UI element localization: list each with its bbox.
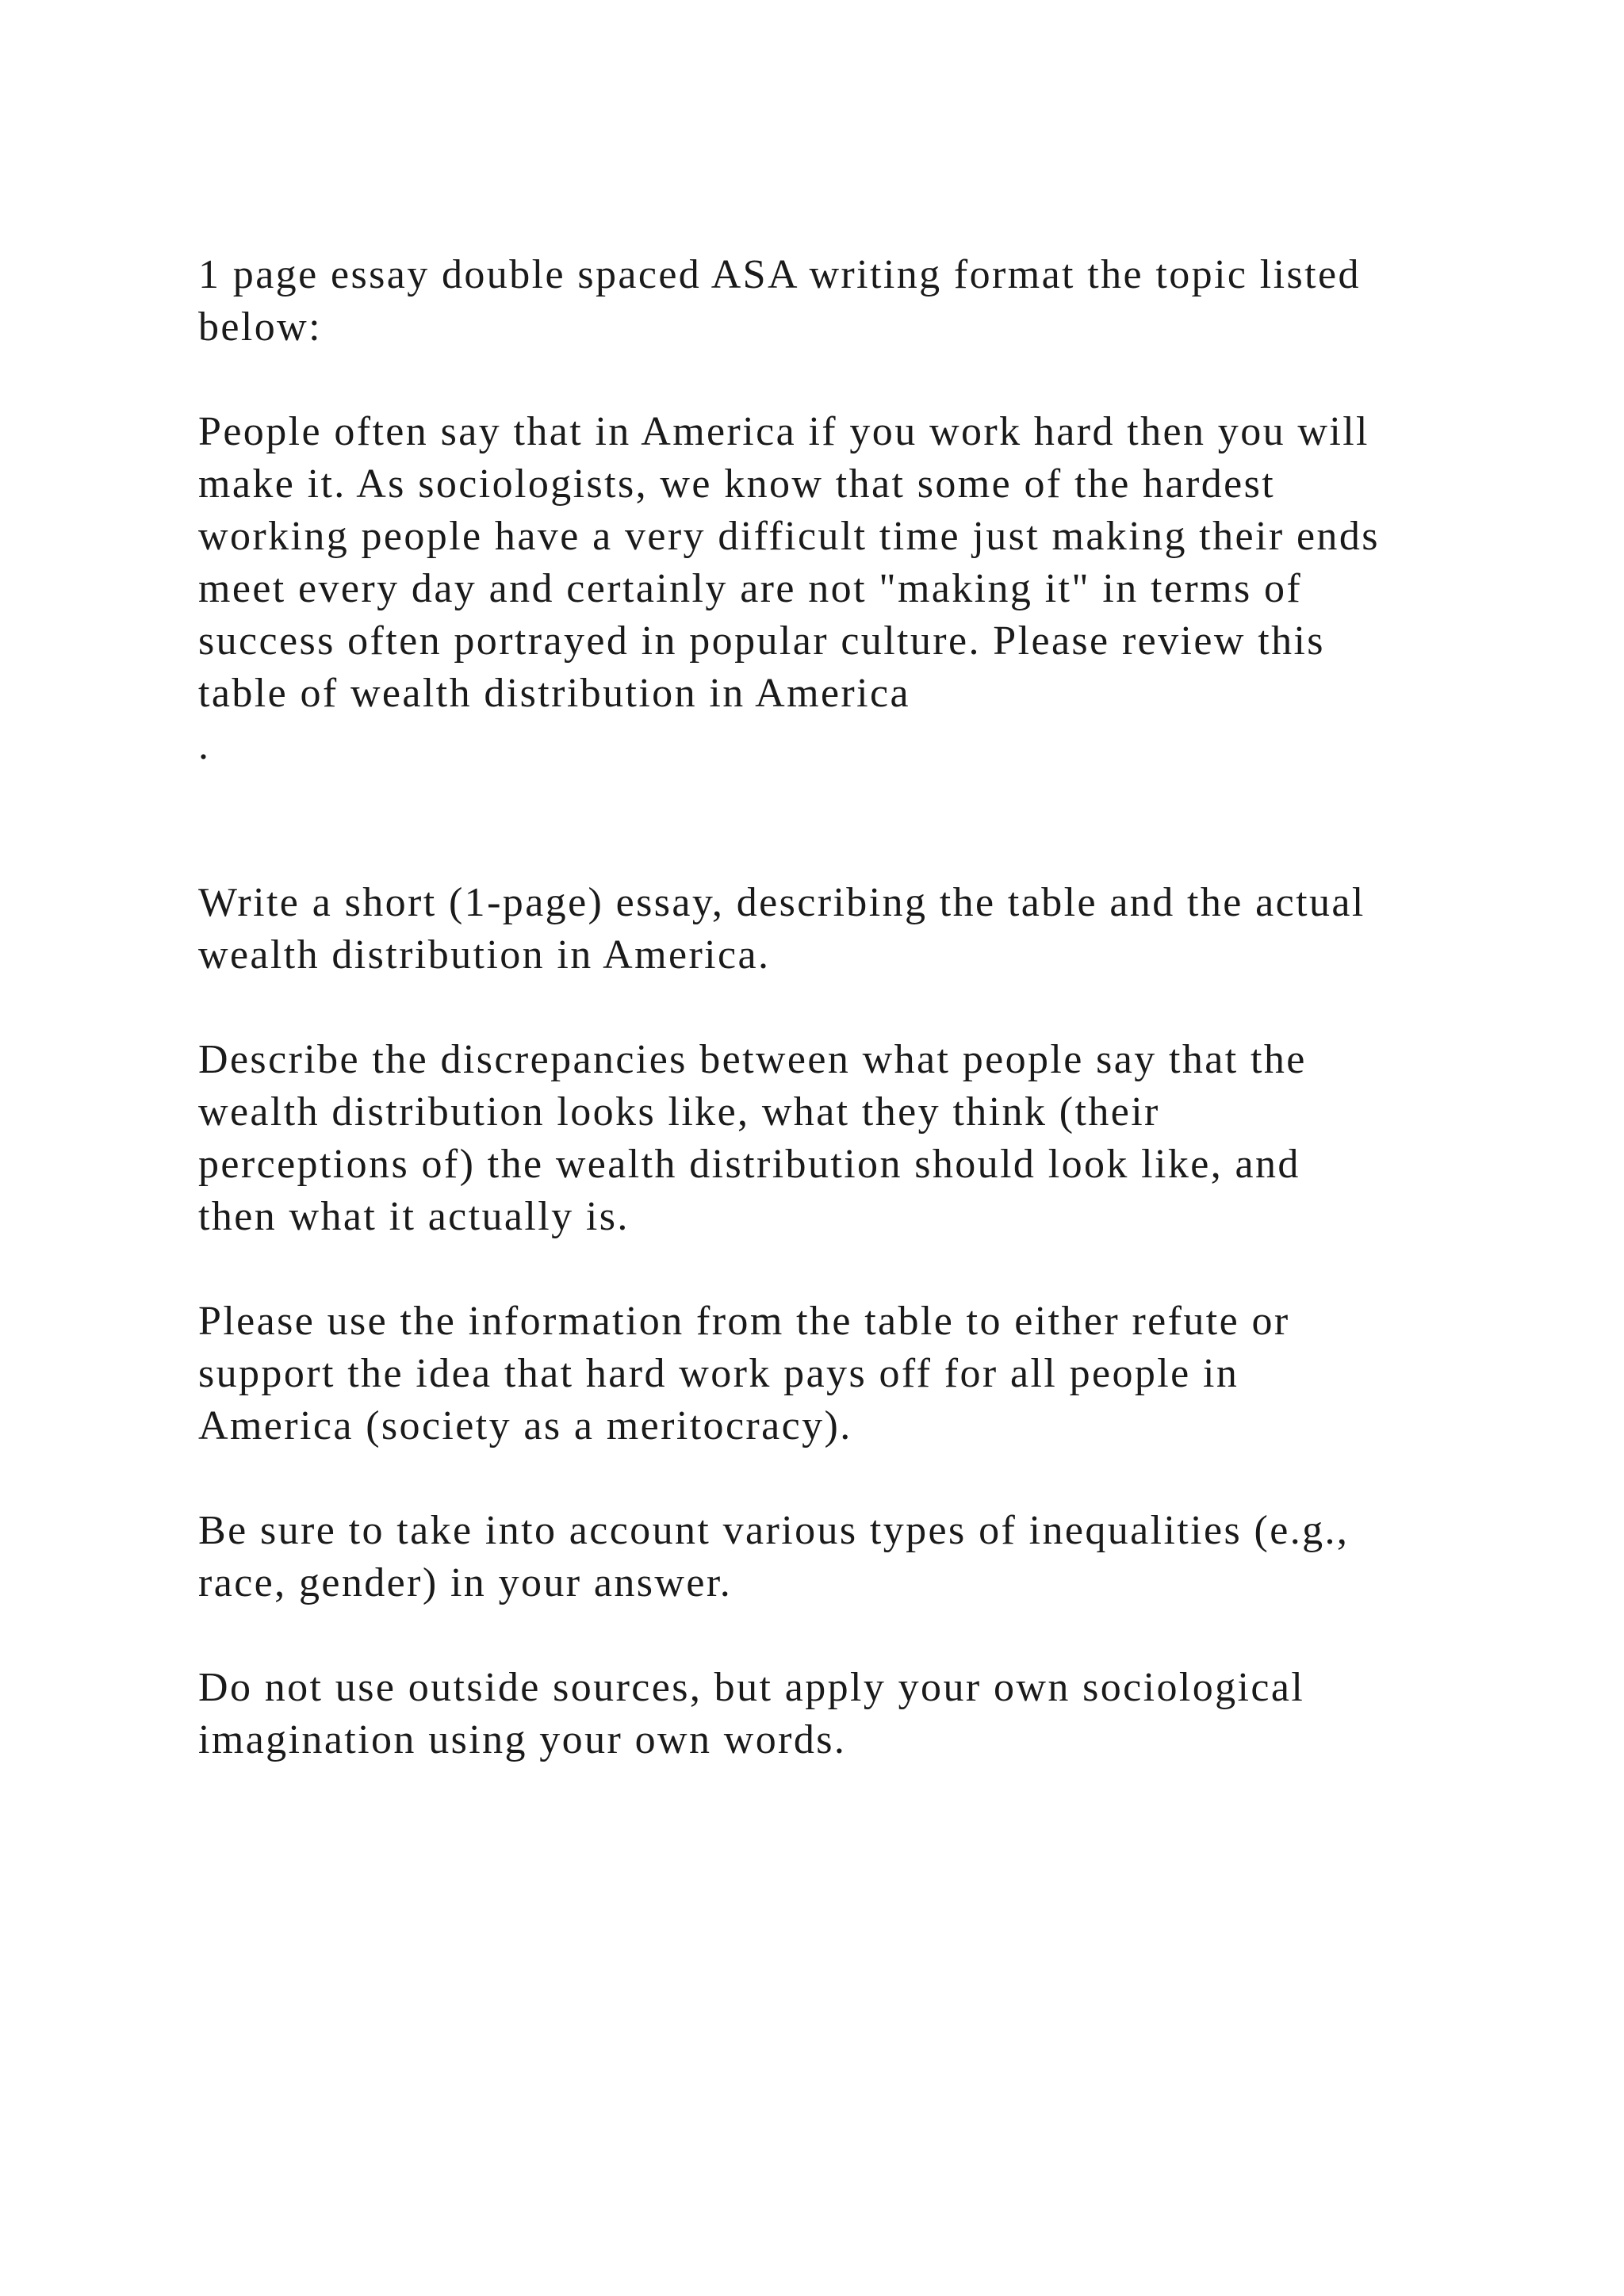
instruction-paragraph-2: Describe the discrepancies between what people say that the wealth distribution looks like, what they think (their perceptions of) the wealth distribution should look like, and then what it actually is. bbox=[198, 1037, 1307, 1239]
assignment-header: 1 page essay double spaced ASA writing format the topic listed below: bbox=[198, 252, 1361, 350]
prompt-paragraph: People often say that in America if you work hard then you will make it. As sociologists, we know that some of the hardest working people have a very difficult time just making their ends meet every day and certainly are not "making it" in terms of success often portrayed in popular culture. Please review this table of wealth distribution in America bbox=[198, 409, 1380, 716]
document-body bbox=[198, 249, 1507, 1819]
instruction-paragraph-5: Do not use outside sources, but apply your own sociological imagination using your own words. bbox=[198, 1665, 1305, 1762]
instruction-paragraph-1: Write a short (1-page) essay, describing the table and the actual wealth distribution in America. bbox=[198, 880, 1365, 978]
instruction-paragraph-4: Be sure to take into account various types of inequalities (e.g., race, gender) in your answer. bbox=[198, 1508, 1350, 1605]
instruction-paragraph-3: Please use the information from the table to either refute or support the idea that hard work pays off for all people in America (society as a meritocracy). bbox=[198, 1299, 1290, 1448]
stray-period: . bbox=[198, 723, 211, 768]
